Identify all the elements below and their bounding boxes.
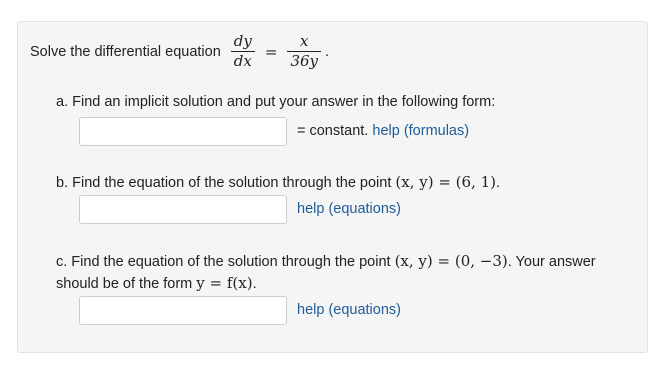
part-c-help-row bbox=[297, 300, 401, 320]
part-c-question-text: c. Find the equation of the solution through the point bbox=[56, 254, 391, 270]
rhs-denominator: 36y bbox=[290, 52, 319, 70]
rhs-fraction bbox=[287, 33, 321, 70]
lhs-numerator: dy bbox=[233, 32, 252, 50]
help-equations-link[interactable]: help (equations) bbox=[297, 201, 401, 217]
intro-text: Solve the differential equation bbox=[30, 43, 221, 60]
part-b-question-text: b. Find the equation of the solution through the point bbox=[56, 175, 392, 191]
part-c-question-end: . bbox=[252, 276, 257, 292]
help-equations-link[interactable]: help (equations) bbox=[297, 302, 401, 318]
statement-period: . bbox=[325, 43, 330, 60]
part-b-answer-input[interactable] bbox=[79, 195, 287, 224]
lhs-fraction bbox=[231, 33, 255, 70]
lhs-denominator: dx bbox=[233, 52, 252, 70]
part-c-question bbox=[56, 251, 626, 295]
rhs-numerator: x bbox=[300, 32, 309, 50]
part-b-question-end: . bbox=[496, 175, 501, 191]
problem-statement bbox=[30, 33, 329, 70]
part-a-question: a. Find an implicit solution and put your answer in the following form: bbox=[56, 94, 496, 110]
part-b-question bbox=[56, 172, 626, 194]
part-b-help-row bbox=[297, 199, 401, 219]
help-formulas-link[interactable]: help (formulas) bbox=[372, 123, 470, 139]
part-c-answer-input[interactable] bbox=[79, 296, 287, 325]
part-b-point: (x, y) = (6, 1) bbox=[395, 173, 496, 191]
part-a-suffix: = constant. bbox=[297, 123, 369, 139]
part-c-question-middle: . Your answer should be of the form bbox=[56, 254, 596, 292]
problem-panel bbox=[17, 21, 648, 353]
part-c-form: y = f(x) bbox=[196, 274, 253, 292]
part-a-answer-input[interactable] bbox=[79, 117, 287, 146]
part-a-suffix-row bbox=[297, 121, 469, 141]
equals-sign: = bbox=[264, 42, 278, 61]
part-c-point: (x, y) = (0, −3) bbox=[394, 252, 508, 270]
